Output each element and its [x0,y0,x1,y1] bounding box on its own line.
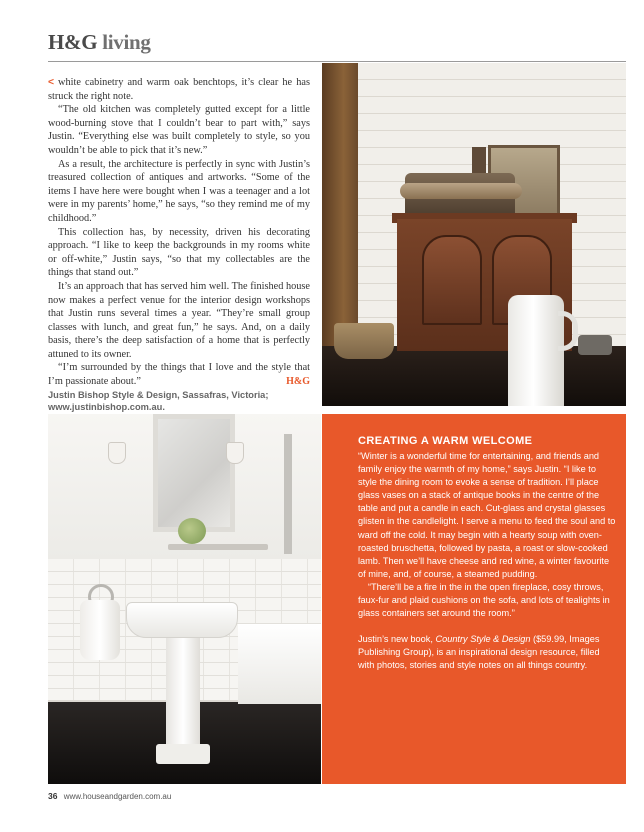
article-paragraph: As a result, the architecture is perfectly in sync with Justin’s treasured collection of antiques and artworks. “Some of the items I have here were bought when I was a teenager and a lot were in my parents’ home,” he says, “so they remind me of my childhood.” [48,158,310,224]
header-divider [48,61,626,62]
continued-chevron-icon: < [48,77,55,88]
sidebar-title: CREATING A WARM WELCOME [358,435,533,447]
sidebar-paragraph: “There’ll be a fire in the in the open fireplace, cosy throws, faux-fur and plaid cushions on the sofa, and lots of tealights in glass containers set around the room.” [358,581,610,619]
footer-url: www.houseandgarden.com.au [63,792,172,801]
section-label: living [102,30,151,54]
section-header [48,30,151,55]
page-number: 36 [48,791,58,801]
article-body [48,76,310,414]
sidebar-body [358,450,616,620]
article-paragraph: “The old kitchen was completely gutted except for a little wood-burning stove that I couldn’t bear to part with,” says Justin. “Everything else was built completely to style, so you wouldn’t be able to pick that it’s new.” [48,104,310,156]
book-title: Country Style & Design [435,634,531,645]
sign-off-logo: H&G [286,376,310,388]
article-credit: Justin Bishop Style & Design, Sassafras, Victoria; www.justinbishop.com.au. [48,389,269,413]
sidebar-paragraph: “Winter is a wonderful time for entertaining, and friends and family enjoy the warmth of my home,” says Justin. “I like to style the dining room to evoke a sense of tradition. I’ll place glass vases on a stack of antique books in the centre of the table and put a candle in each. Cut-glass and crystal glasses glisten in the candlelight. I serve a menu to feed the soul and to ward off the cold. It may begin with a hearty soup with oven-roasted bruschetta, followed by pasta, a roast or slow-cooked lamb. Then we’ll have cheese and red wine, a winter favourite of mine, and, of course, a steamed pudding. [358,451,616,579]
article-paragraph: “I’m surrounded by the things that I love and the style that I’m passionate about.” H&G [48,362,310,388]
page-footer [48,791,171,801]
book-note: Justin’s new book, Country Style & Design ($59.99, Images Publishing Group), is an inspirational design resource, filled with photos, stories and style notes on all things country. [358,634,600,671]
bathroom-photo [48,414,321,784]
article-paragraph: This collection has, by necessity, driven his decorating approach. “I like to keep the backgrounds in my rooms white or off-white,” Justin says, “so that my collectables are the things that stand out.” [48,226,310,279]
article-paragraph: It’s an approach that has served him well. The finished house now makes a perfect venue for the interior design workshops that Justin runs several times a year. “They’re small group classes with lunch, and great fun,” he says. And, on a daily basis, there’s the deep satisfaction of a home that is perfectly attuned to its owner. [48,280,310,360]
article-paragraph: < white cabinetry and warm oak benchtops, it’s clear he has struck the right note. [48,77,310,102]
sidebar-panel [322,414,626,784]
brand-label: H&G [48,30,98,54]
antiques-photo [322,63,626,406]
